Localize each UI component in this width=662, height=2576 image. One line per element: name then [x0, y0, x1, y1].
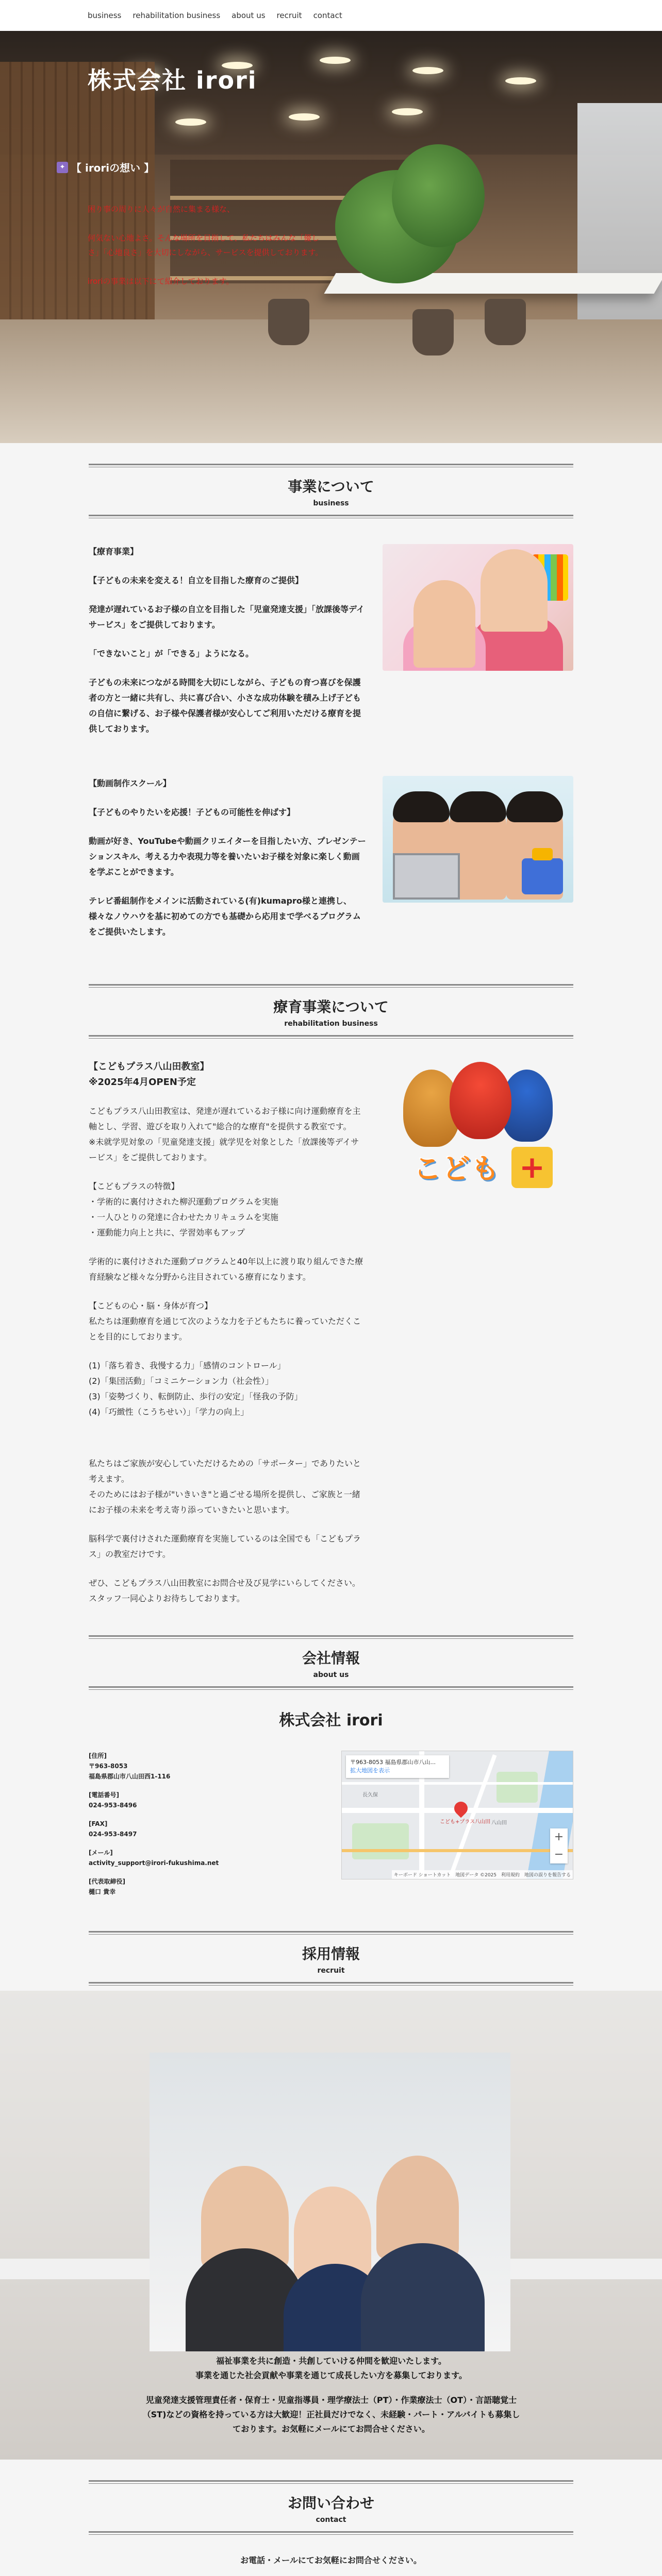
nav-about-us[interactable]: about us [231, 11, 266, 20]
company-fax [89, 1819, 310, 1839]
rehab-block [89, 1358, 367, 1420]
info-value: 福島県郡山市八山田西1-116 [89, 1773, 171, 1780]
hero-chair [268, 299, 309, 345]
heading-rule [89, 2531, 573, 2535]
google-map[interactable] [341, 1751, 573, 1879]
heading-rule [89, 1635, 573, 1639]
contact-heading [89, 2460, 573, 2535]
rehab-line: ・学術的に裏付けされた柳沢運動プログラムを実施 [89, 1197, 278, 1207]
info-value: 〒963-8053 [89, 1762, 128, 1770]
rehab-line: ぜひ、こどもプラス八山田教室にお問合せ及び見学にいらしてください。 [89, 1578, 360, 1588]
recruit-line: 福祉事業を共に創造・共創していける仲間を歓迎いたします。 [216, 2356, 446, 2366]
recruit-section [0, 1991, 662, 2460]
map-enlarge-link[interactable]: 拡大地図を表示 [350, 1767, 390, 1774]
rehab-line: (3)「姿勢づくり、転倒防止、歩行の安定」「怪我の予防」 [89, 1392, 303, 1401]
map-zoom-controls [550, 1828, 568, 1863]
map-label: 長久保 [362, 1792, 378, 1798]
recruit-team-photo [150, 2053, 510, 2351]
info-value: 樋口 貴幸 [89, 1888, 116, 1895]
hero-paragraph: 困り事の周りに人々が自然に集まる様な、 [88, 205, 235, 214]
info-label: [FAX] [89, 1820, 108, 1827]
company-info [89, 1751, 310, 1905]
hero-paragraph: 何気ない心地よさ。そんな場所を目指して、私たちはみんな「優しさ」「心地良さ」を大切にしながら、サービスを提供しております。 [88, 233, 323, 257]
rehab-line: 【こどもプラスの特徴】 [89, 1181, 179, 1191]
section-subtitle: rehabilitation business [284, 1020, 378, 1028]
map-label: 八山田 [491, 1820, 507, 1826]
section-title: 療育事業について [273, 998, 389, 1015]
section-title: 採用情報 [302, 1945, 360, 1962]
heading-rule [89, 1035, 573, 1039]
about-heading [89, 1620, 573, 1690]
hero-section [0, 31, 662, 443]
rehab-row [89, 1059, 573, 1620]
business-item-paragraph: 発達が遅れているお子様の自立を目指した「児童発達支援」「放課後等デイサービス」をご提供しております。 [89, 604, 365, 630]
section-subtitle: about us [313, 1671, 349, 1679]
heading-rule [89, 515, 573, 518]
company-email [89, 1848, 310, 1868]
rehab-line: 【こどもの心・脳・身体が育つ】 [89, 1301, 213, 1311]
company-phone [89, 1790, 310, 1810]
top-nav [0, 0, 662, 31]
business-item-paragraph: 子どもの未来につながる時間を大切にしながら、子どもの育つ喜びを保護者の方と一緒に共有し、共に喜び合い、小さな成功体験を積み上げ子どもの自信に繋げる、お子様や保護者様が安心してご利用いただける療育を提供しております。 [89, 677, 361, 734]
hero-title: 株式会社 irori [88, 66, 257, 94]
rehab-line: 私たちは運動療育を通じて次のような力を子どもたちに養っていただくことを目的にしております。 [89, 1316, 361, 1342]
business-item-paragraph: 「できないこと」が「できる」ようになる。 [89, 649, 254, 658]
hero-plant [392, 144, 485, 247]
rehab-line: 私たちはご家族が安心していただけるための「サポーター」でありたいと考えます。 [89, 1459, 361, 1484]
zoom-out-button[interactable]: − [554, 1848, 564, 1861]
company-row [89, 1751, 573, 1905]
business-item-paragraph: 動画が好き、YouTubeや動画クリエイターを目指したい方、プレゼンテーションスキル、考える力や表現力等を養いたいお子様を対象に楽しく動画を学ぶことができます。 [89, 836, 366, 877]
nav-contact[interactable]: contact [313, 11, 342, 20]
recruit-line: 事業を通じた社会貢献や事業を通じて成長したい方を募集しております。 [195, 2370, 467, 2380]
zoom-in-button[interactable]: + [554, 1831, 564, 1843]
rehab-line: そのためにはお子様が"いきいき"と過ごせる場所を提供し、ご家族と一緒にお子様の未来を考え寄り添っていきたいと思います。 [89, 1489, 360, 1515]
company-address [89, 1751, 310, 1782]
recruit-line: 児童発達支援管理責任者・保育士・児童指導員・理学療法士（PT）・作業療法士（OT）・言語聴覚士（ST)などの資格を持っている方は大歓迎！正社員だけでなく、未経験・パート・アルバイトも募集しております。お気軽にメールにてお問合せください。 [142, 2395, 520, 2434]
business-item-heading: 【動画制作スクール】 [89, 778, 171, 788]
heading-rule [89, 1931, 573, 1935]
rehab-line: スタッフ一同心よりお待ちしております。 [89, 1594, 245, 1603]
rehab-block [89, 1104, 367, 1165]
hero-heading [57, 160, 154, 175]
rehab-heading [89, 953, 573, 1039]
info-value: 024-953-8497 [89, 1831, 137, 1838]
section-title: 事業について [288, 478, 374, 495]
rehab-line: こどもプラス八山田教室は、発達が遅れているお子様に向け運動療育を主軸とし、学習、遊びを取り入れて"総合的な療育"を提供する教室です。 [89, 1106, 361, 1131]
section-title: お問い合わせ [287, 2495, 374, 2512]
business-item-video-school [89, 776, 573, 953]
rehab-line: 学術的に裏付けされた運動プログラムと40年以上に渡り取り組んできた療育経験など様々な分野から注目されている療育になります。 [89, 1257, 363, 1282]
business-item-heading: 【療育事業】 [89, 547, 139, 556]
business-item-text [89, 544, 367, 750]
hero-chair [412, 309, 454, 355]
heading-rule [89, 1686, 573, 1690]
rehab-line: ・一人ひとりの発達に合わせたカリキュラムを実施 [89, 1212, 278, 1222]
hero-floor [0, 319, 662, 443]
about-content [89, 1707, 573, 1905]
heading-rule [89, 2480, 573, 2484]
logo-bird-character [450, 1062, 511, 1139]
business-item-text [89, 776, 367, 953]
info-value: activity_support@irori-fukushima.net [89, 1859, 219, 1867]
heading-rule [89, 984, 573, 988]
business-item-lead: 【子どものやりたいを応援！子どもの可能性を伸ばす】 [89, 807, 295, 817]
business-item-lead: 【子どもの未来を変える！自立を目指した療育のご提供】 [89, 575, 304, 585]
rehab-line: (4)「巧緻性（こうちせい）」「学力の向上」 [89, 1407, 249, 1417]
rehab-photo [383, 544, 573, 671]
business-item-paragraph: テレビ番組制作をメインに活動されている(有)kumapro様と連携し、様々なノウハウを基に初めての方でも基礎から応用まで学べるプログラムをご提供いたします。 [89, 896, 361, 937]
section-subtitle: contact [316, 2516, 346, 2524]
rehab-block [89, 1456, 367, 1518]
hero-paragraph: iroriの事業は以下にて紹介しております。 [88, 277, 234, 286]
recruit-heading [89, 1905, 573, 1986]
business-item-rehab [89, 544, 573, 750]
rehab-block [89, 1254, 367, 1285]
rehab-classroom-name: 【こどもプラス八山田教室】 [89, 1061, 209, 1072]
info-value: 024-953-8496 [89, 1802, 137, 1809]
contact-content [89, 2553, 573, 2576]
map-info-card [346, 1755, 449, 1778]
hero-text [88, 202, 330, 303]
business-content [89, 544, 573, 953]
info-label: [電話番号] [89, 1791, 119, 1799]
business-heading [89, 443, 573, 518]
section-title: 会社情報 [302, 1650, 360, 1667]
map-label: こども+プラス八山田 [440, 1819, 491, 1825]
video-school-photo [383, 776, 573, 903]
rehab-block [89, 1179, 367, 1241]
rehab-line: 脳科学で裏付けされた運動療育を実施しているのは全国でも「こどもプラス」の教室だけです。 [89, 1534, 361, 1559]
kodomo-plus-logo [383, 1059, 573, 1214]
nav-business[interactable]: business [88, 11, 122, 20]
rehab-open-date: ※2025年4月OPEN予定 [89, 1077, 196, 1088]
logo-plus-icon: + [511, 1147, 553, 1188]
info-label: [住所] [89, 1752, 107, 1759]
rehab-line: (2)「集団活動」「コミニケーション力（社会性）」 [89, 1376, 274, 1386]
rehab-line: ※未就学児対象の「児童発達支援」就学児を対象とした「放課後等デイサービス」をご提供しております。 [89, 1137, 359, 1162]
rehab-line: (1)「落ち着き、我慢する力」「感情のコントロール」 [89, 1361, 286, 1370]
company-ceo [89, 1876, 310, 1897]
section-subtitle: recruit [317, 1967, 345, 1975]
rehab-block [89, 1531, 367, 1562]
info-label: [メール] [89, 1849, 113, 1856]
rehab-block [89, 1575, 367, 1606]
info-label: [代表取締役] [89, 1878, 125, 1885]
section-subtitle: business [313, 499, 349, 507]
hero-chair [485, 299, 526, 345]
company-name: 株式会社 irori [279, 1711, 383, 1730]
hero-heading-icon: ✦ [57, 162, 68, 173]
rehab-content [89, 1059, 573, 1620]
heading-rule [89, 464, 573, 467]
nav-recruit[interactable]: recruit [276, 11, 302, 20]
rehab-text [89, 1059, 367, 1620]
nav-rehabilitation-business[interactable]: rehabilitation business [133, 11, 221, 20]
map-attribution[interactable]: キーボード ショートカット 地図データ ©2025 利用規約 地図の誤りを報告する [392, 1870, 573, 1879]
map-pin-icon[interactable] [452, 1799, 471, 1818]
map-address: 〒963-8053 福島県郡山市八山... [350, 1759, 436, 1766]
heading-rule [89, 1982, 573, 1986]
recruit-text [139, 2354, 523, 2436]
contact-intro: お電話・メールにてお気軽にお問合せください。 [240, 2555, 422, 2565]
rehab-block [89, 1298, 367, 1345]
hero-heading-text: 【 iroriの想い 】 [71, 162, 155, 174]
rehab-line: ・運動能力向上と共に、学習効率もアップ [89, 1228, 245, 1238]
logo-text: こども [413, 1153, 500, 1185]
